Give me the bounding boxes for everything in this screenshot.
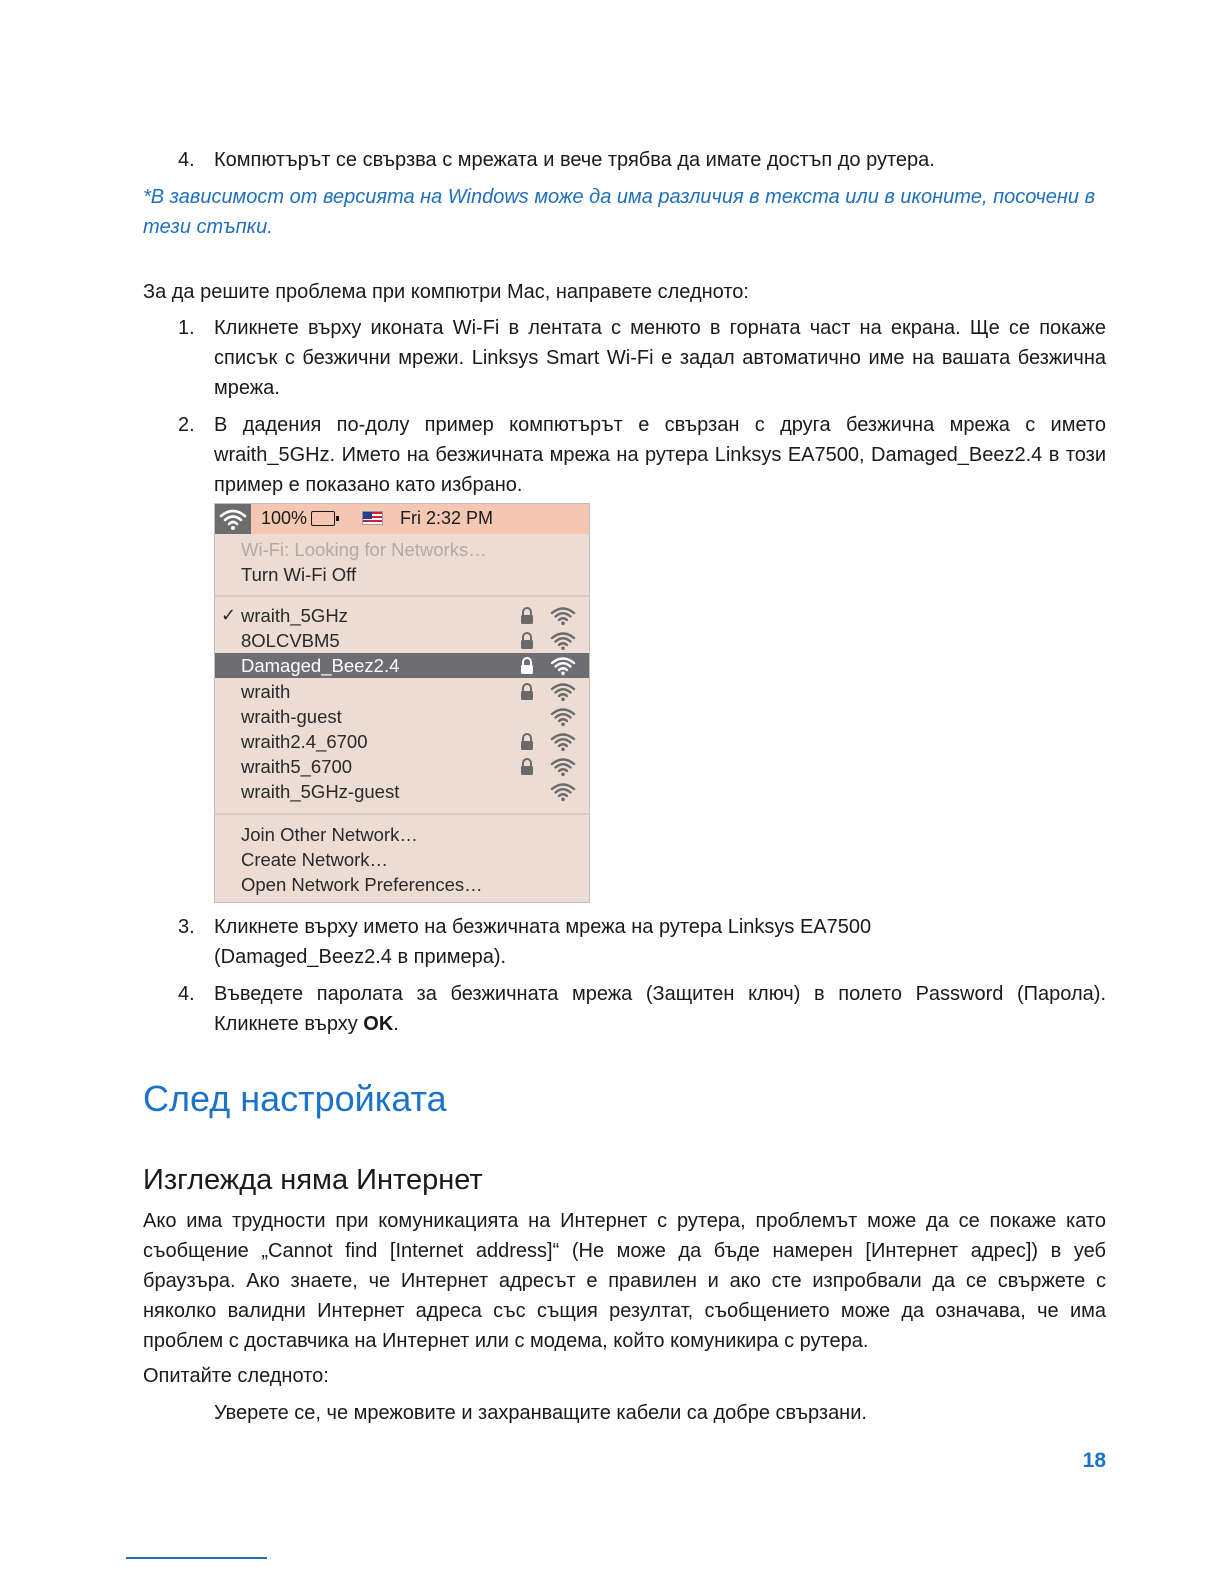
page-number: 18 [1082,1449,1106,1472]
network-item[interactable] [215,704,589,729]
wifi-signal-icon [550,756,576,777]
checkmark-icon: ✓ [221,605,237,625]
battery-icon [311,511,335,526]
wifi-signal-icon [550,681,576,702]
step-text: Кликнете върху името на безжичната мрежа на рутера Linksys EA7500 (Damaged_Beez2.4 в примера). [214,916,872,968]
menu-separator [215,595,589,597]
section-title: След настройката [143,1078,447,1119]
step-number: 3. [178,916,195,938]
windows-note: *В зависимост от версията на Windows може да има различия в текста или в иконите, посочени в тези стъпки. [143,186,1096,238]
network-name: 8OLCVBM5 [241,630,340,652]
network-name: wraith_5GHz [241,605,348,626]
network-name: wraith_5GHz-guest [241,781,400,803]
footnote-rule [126,1557,267,1559]
menu-action-item[interactable] [215,872,589,897]
menu-separator [215,813,589,815]
network-item[interactable] [215,754,589,779]
step-number: 2. [178,414,195,436]
lock-icon [520,758,534,775]
network-item[interactable] [215,729,589,754]
step-text: Кликнете върху иконата Wi-Fi в лентата с менюто в горната част на екрана. Ще се покаже списък с безжични мрежи. Linksys Smart Wi-Fi е задал автоматично име на вашата безжична мрежа. [214,317,1106,399]
network-name: wraith [241,680,291,702]
network-name: wraith-guest [241,705,342,727]
try-label: Опитайте следното: [143,1365,329,1387]
subsection-title: Изглежда няма Интернет [143,1164,483,1196]
step-number: 1. [178,317,195,339]
step-number: 4. [178,149,195,171]
body-paragraph: Ако има трудности при комуникацията на Интернет с рутера, проблемът може да се покаже като съобщение „Cannot find [Internet address]“ (Не може да бъде намерен [Интернет адрес]) в уеб браузъра. Ако знаете, че Интернет адресът е правилен и ако сте изпробвали да се свържете с няколко валидни Интернет адреса със същия резултат, съобщението може да означава, че има проблем с доставчика на Интернет или с модема, който комуникира с рутера. [143,1210,1106,1352]
wifi-signal-icon [550,655,576,676]
network-name: Damaged_Beez2.4 [241,655,400,677]
menu-action-label: Open Network Preferences… [241,874,483,896]
network-item[interactable] [215,679,589,704]
wifi-signal-icon [550,605,576,626]
menu-action-item[interactable] [215,822,589,847]
lock-icon [520,607,534,624]
menu-action-item[interactable] [215,847,589,872]
network-item[interactable] [215,603,589,628]
wifi-signal-icon [550,706,576,727]
menu-action-label: Create Network… [241,849,389,871]
network-name: wraith2.4_6700 [241,731,368,752]
try-item: Уверете се, че мрежовите и захранващите кабели са добре свързани. [214,1402,867,1424]
mac-intro: За да решите проблема при компютри Mac, направете следното: [143,281,749,303]
lock-icon [520,657,534,674]
mac-wifi-menu-screenshot [214,503,590,903]
menu-clock: Fri 2:32 PM [400,508,494,528]
wifi-signal-icon [550,630,576,651]
turn-wifi-off-item[interactable]: Turn Wi-Fi Off [241,564,357,585]
network-name: wraith5_6700 [241,756,353,778]
network-item[interactable] [215,653,589,678]
step-text: Въведете паролата за безжичната мрежа (Защитен ключ) в полето Password (Парола). Кликнете върху OK. [214,983,1106,1035]
menu-action-label: Join Other Network… [241,824,418,845]
step-text: В дадения по-долу пример компютърът е свързан с друга безжична мрежа с името wraith_5GHz. Името на безжичната мрежа на рутера Linksys EA7500, Damaged_Beez2.4 в този пример е показано като избрано. [214,414,1106,496]
step-text: Компютърът се свързва с мрежата и вече трябва да имате достъп до рутера. [214,149,935,171]
lock-icon [520,733,534,750]
wifi-signal-icon [550,781,576,802]
network-item[interactable] [215,628,589,653]
wifi-menu-icon[interactable] [215,504,251,534]
wifi-status: Wi-Fi: Looking for Networks… [241,539,487,560]
battery-percent: 100% [261,508,308,528]
wifi-signal-icon [550,731,576,752]
ok-emphasis: OK [363,1013,394,1035]
lock-icon [520,683,534,700]
lock-icon [520,632,534,649]
step-number: 4. [178,983,195,1005]
menu-bar [215,504,589,534]
network-item[interactable] [215,779,589,804]
flag-icon [362,511,383,525]
